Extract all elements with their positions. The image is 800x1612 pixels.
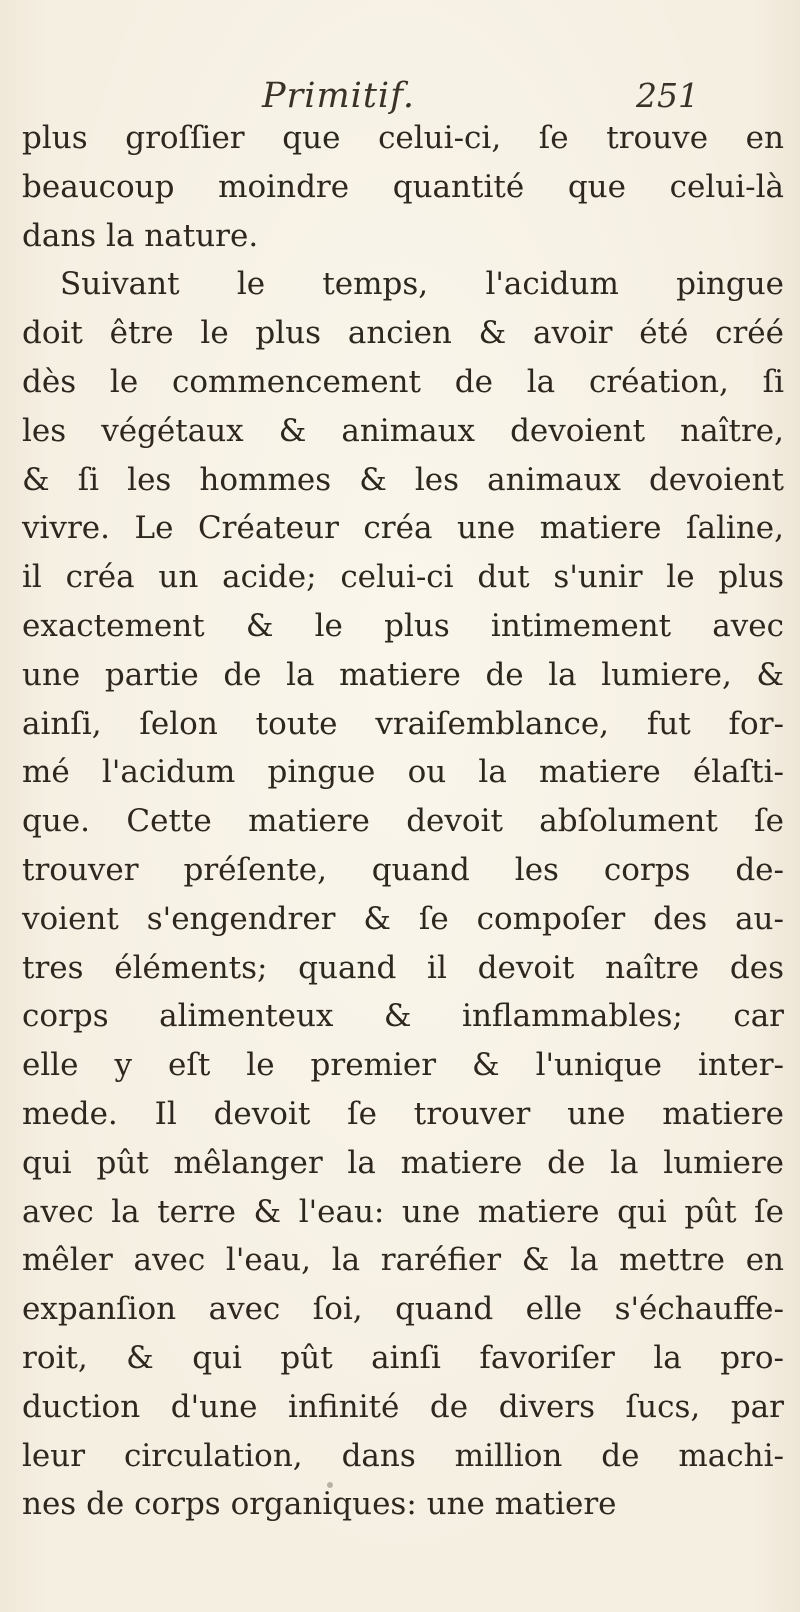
text-line-16: trouver préſente, quand les corps de- — [22, 851, 784, 888]
text-line-25: expanſion avec ſoi, quand elle s'échauffe- — [22, 1291, 784, 1328]
text-line-9: vivre. Le Créateur créa une matiere ſaline, — [22, 510, 784, 547]
text-line-2: beaucoup moindre quantité que celui-là — [22, 168, 784, 205]
text-line-17: voient s'engendrer & ſe compoſer des au- — [22, 900, 784, 937]
text-line-21: mede. Il devoit ſe trouver une matiere — [22, 1095, 784, 1132]
text-line-29: nes de corps organiques: une matiere — [22, 1486, 617, 1523]
text-line-12: une partie de la matiere de la lumiere, & — [22, 656, 784, 693]
text-line-13: ainſi, ſelon toute vraiſemblance, fut for- — [22, 705, 784, 742]
text-line-3: dans la nature. — [22, 217, 259, 254]
text-line-20: elle y eſt le premier & l'unique inter- — [22, 1047, 784, 1084]
text-line-23: avec la terre & l'eau: une matiere qui pût ſe — [22, 1193, 784, 1230]
text-line-24: mêler avec l'eau, la raréfier & la mettre en — [22, 1242, 784, 1279]
ink-speck — [327, 1482, 333, 1488]
text-line-5: doit être le plus ancien & avoir été créé — [22, 315, 784, 352]
text-line-28: leur circulation, dans million de machi- — [22, 1437, 784, 1474]
text-line-1: plus groſſier que celui-ci, ſe trouve en — [22, 120, 784, 156]
running-title: Primitif. — [262, 76, 415, 116]
text-line-19: corps alimenteux & inflammables; car — [22, 998, 784, 1035]
text-line-10: il créa un acide; celui-ci dut s'unir le plus — [22, 559, 784, 596]
text-line-18: tres éléments; quand il devoit naître des — [22, 949, 784, 986]
text-line-11: exactement & le plus intimement avec — [22, 607, 784, 644]
page-number: 251 — [636, 76, 699, 115]
text-line-26: roit, & qui pût ainſi favoriſer la pro- — [22, 1339, 784, 1376]
text-line-4: Suivant le temps, l'acidum pingue — [60, 266, 784, 303]
text-line-7: les végétaux & animaux devoient naître, — [22, 412, 784, 449]
text-line-6: dès le commencement de la création, ſi — [22, 363, 784, 400]
text-line-14: mé l'acidum pingue ou la matiere élaſti- — [22, 754, 784, 791]
text-body — [22, 114, 784, 1529]
text-line-27: duction d'une infinité de divers ſucs, par — [22, 1388, 784, 1425]
text-line-22: qui pût mêlanger la matiere de la lumiere — [22, 1144, 784, 1181]
text-line-8: & ſi les hommes & les animaux devoient — [22, 461, 784, 498]
text-line-15: que. Cette matiere devoit abſolument ſe — [22, 803, 784, 840]
